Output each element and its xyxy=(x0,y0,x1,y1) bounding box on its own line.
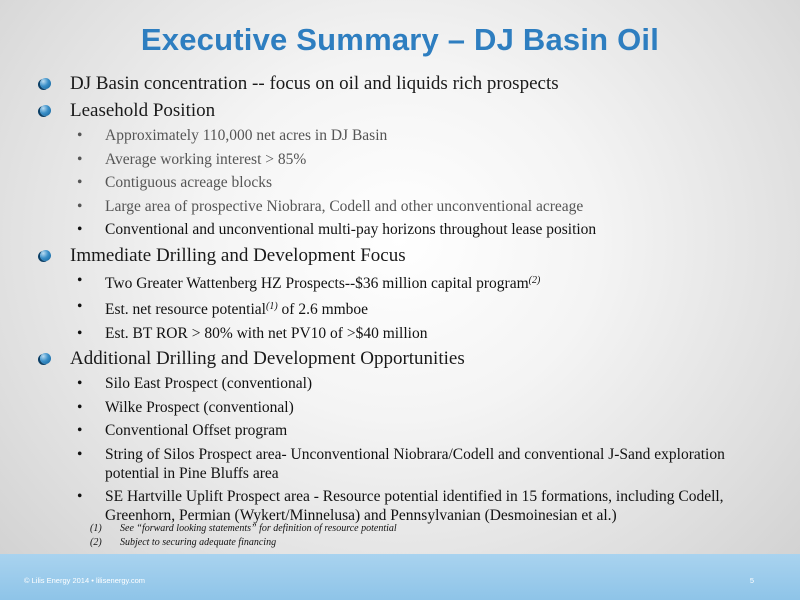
bullet-dot-icon: • xyxy=(77,197,83,215)
footnote-text: Subject to securing adequate financing xyxy=(120,537,277,548)
list-item: • Conventional Offset program xyxy=(77,422,288,439)
section-heading-text: DJ Basin concentration -- focus on oil and liquids rich prospects xyxy=(70,73,559,94)
footnote-ref: (1) xyxy=(265,301,278,312)
bullet-dot-icon: • xyxy=(77,398,83,416)
section-heading-text: Additional Drilling and Development Opportunities xyxy=(70,348,465,369)
bullet-dot-icon: • xyxy=(77,221,83,238)
section-heading xyxy=(38,347,758,371)
bullet-dot-icon: • xyxy=(77,174,83,191)
bullet-dot-icon: • xyxy=(77,271,83,289)
list-item: • Est. BT ROR > 80% with net PV10 of >$40 million xyxy=(77,324,428,342)
footnote-number: (2) xyxy=(90,537,102,548)
footnote xyxy=(90,536,397,550)
section-heading xyxy=(38,99,758,123)
list-item: • Two Greater Wattenberg HZ Prospects--$36 million capital program$^{(2)}$ xyxy=(77,271,541,292)
section-heading-text: Leasehold Position xyxy=(70,100,216,121)
blue-bullet-icon xyxy=(40,353,51,364)
section-heading xyxy=(38,244,758,268)
section-heading xyxy=(38,72,758,96)
list-item: • Est. net resource potential$^{(1)}$ of 2.6 mmboe xyxy=(77,298,369,318)
footnote xyxy=(90,522,397,536)
section-heading-text: Immediate Drilling and Development Focus xyxy=(70,244,406,266)
list-item: • Average working interest > 85% xyxy=(77,150,307,168)
bullet-dot-icon: • xyxy=(77,324,83,342)
list-item: • String of Silos Prospect area- Unconventional Niobrara/Codell and conventional J-Sand exploration potential in Pine Bluffs area xyxy=(77,445,725,482)
blue-bullet-icon xyxy=(40,250,51,261)
bullet-dot-icon: • xyxy=(77,298,83,315)
slide-content xyxy=(38,72,758,530)
list-item: • Wilke Prospect (conventional) xyxy=(77,398,294,416)
list-item: • Approximately 110,000 net acres in DJ Basin xyxy=(77,127,388,144)
footnotes xyxy=(90,522,397,550)
bullet-dot-icon: • xyxy=(77,445,83,463)
slide-title: Executive Summary – DJ Basin Oil xyxy=(140,22,660,57)
list-item: • Large area of prospective Niobrara, Codell and other unconventional acreage xyxy=(77,197,584,215)
footnote-ref: (2) xyxy=(528,274,541,286)
slide-footer xyxy=(0,554,800,600)
footnote-number: (1) xyxy=(90,523,102,534)
bullet-dot-icon: • xyxy=(77,422,83,439)
page-number: 5 xyxy=(749,576,754,585)
list-item: • Contiguous acreage blocks xyxy=(77,174,273,191)
bullet-dot-icon: • xyxy=(77,150,83,168)
list-item: • Conventional and unconventional multi-pay horizons throughout lease position xyxy=(77,221,597,238)
bullet-dot-icon: • xyxy=(77,127,83,144)
bullet-dot-icon: • xyxy=(77,375,83,392)
copyright-text: © Lilis Energy 2014 • lilisenergy.com xyxy=(24,576,145,585)
blue-bullet-icon xyxy=(40,78,51,89)
list-item: • SE Hartville Uplift Prospect area - Resource potential identified in 15 formations, including Codell, Greenhorn, Permian (Wykert/Minnelusa) and Pennsylvanian (Desmoinesian et al.) xyxy=(77,488,724,524)
bullet-dot-icon: • xyxy=(77,488,83,505)
list-item: • Silo East Prospect (conventional) xyxy=(77,375,313,392)
blue-bullet-icon xyxy=(40,105,51,116)
footnote-text: See “forward looking statements” for definition of resource potential xyxy=(120,523,397,534)
